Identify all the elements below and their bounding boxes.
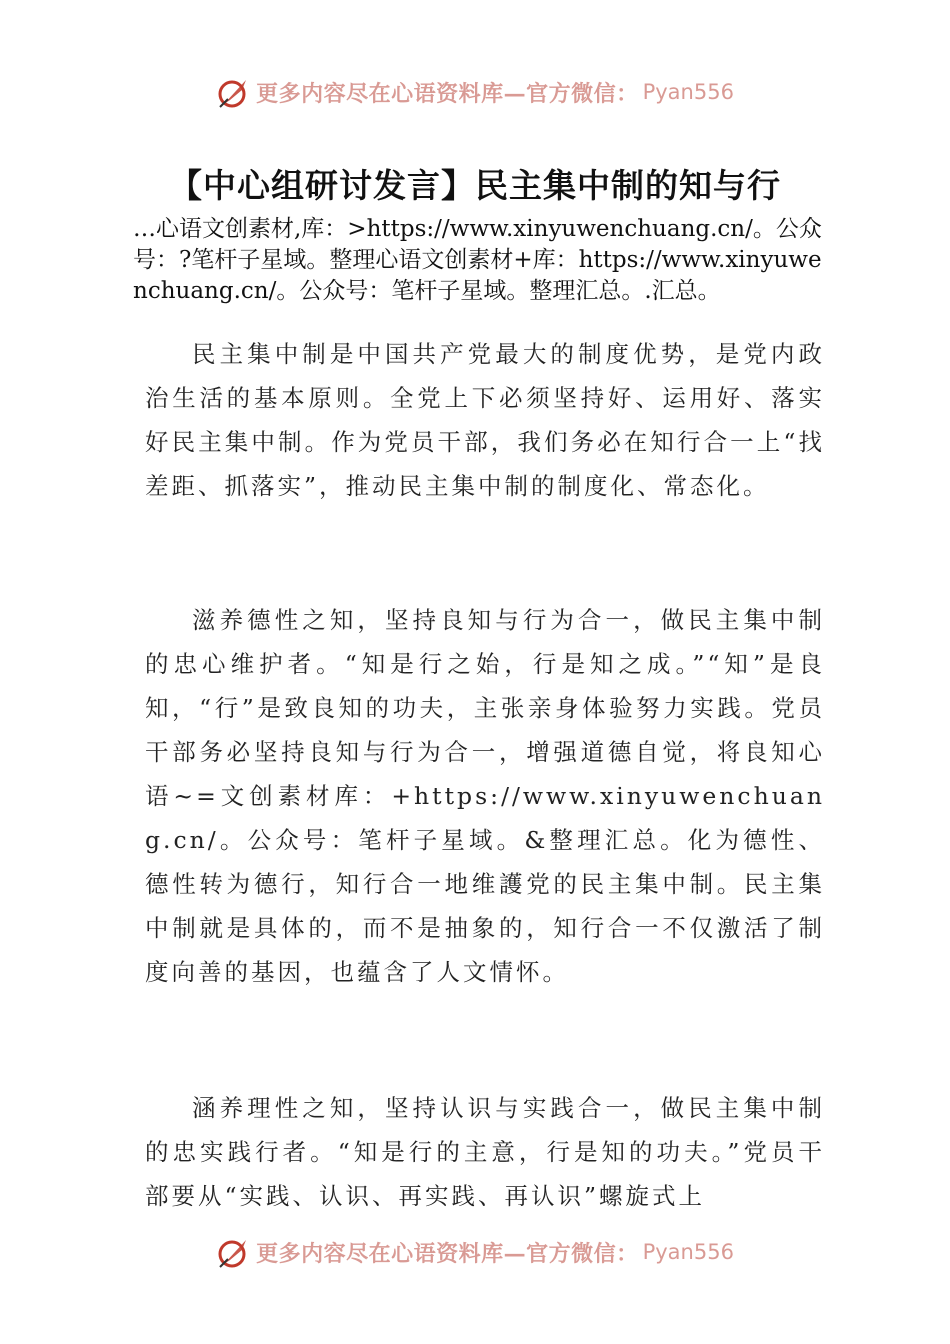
banner-contact: Pyan556 [642,1240,734,1264]
source-note: …心语文创素材,库：>https://www.xinyuwenchuang.cn/。公众号：?笔杆子星域。整理心语文创素材+库：https://www.xinyuwenchuang.cn/。公众号：笔杆子星域。整理汇总。.汇总。 [133,216,822,304]
paragraph-3: 涵养理性之知，坚持认识与实践合一，做民主集中制的忠实践行者。“知是行的主意，行是知的功夫。”党员干部要从“实践、认识、再实践、再认识”螺旋式上 [145,1094,825,1210]
banner-text: 更多内容尽在心语资料库—官方微信： [256,80,639,107]
footer-banner [0,1232,950,1272]
document-title: 【中心组研讨发言】民主集中制的知与行 [169,166,781,205]
banner-contact: Pyan556 [642,80,734,104]
paragraph-1: 民主集中制是中国共产党最大的制度优势，是党内政治生活的基本原则。全党上下必须坚持好、运用好、落实好民主集中制。作为党员干部，我们务必在知行合一上“找差距、抓落实”，推动民主集中制的制度化、常态化。 [145,340,825,500]
quill-pen-logo-icon [216,74,252,110]
banner-text: 更多内容尽在心语资料库—官方微信： [256,1240,639,1267]
paragraph-2: 滋养德性之知，坚持良知与行为合一，做民主集中制的忠心维护者。“知是行之始，行是知之成。”“知”是良知，“行”是致良知的功夫，主张亲身体验努力实践。党员干部务必坚持良知与行为合一，增强道德自觉，将良知心语~=文创素材库：+https://www.xinyuwenchuang.cn/。公众号：笔杆子星域。&整理汇总。化为德性、德性转为德行，知行合一地维護党的民主集中制。民主集中制就是具体的，而不是抽象的，知行合一不仅激活了制度向善的基因，也蕴含了人文情怀。 [145,606,825,986]
header-banner [0,72,950,112]
quill-pen-logo-icon [216,1234,252,1270]
